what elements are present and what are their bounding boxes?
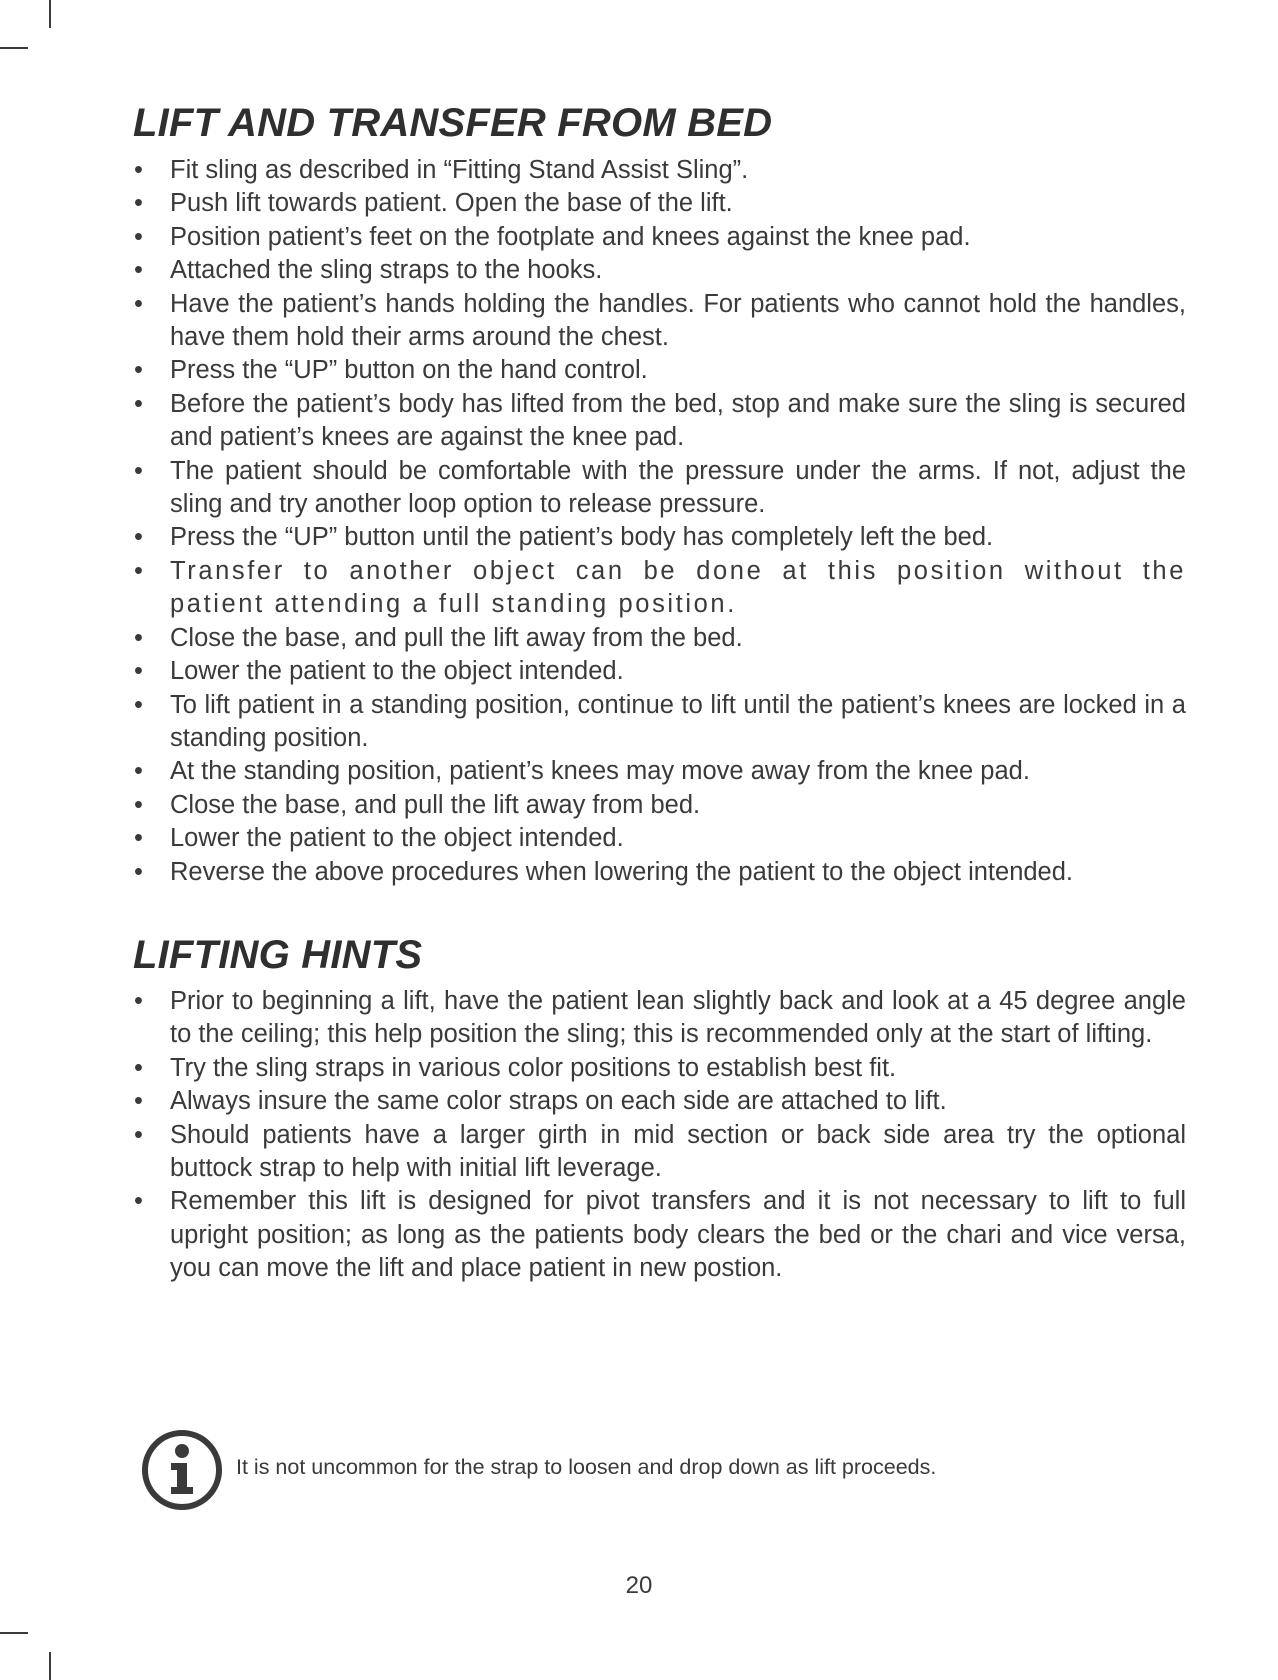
list-item: • Press the “UP” button until the patient’s body has completely left the bed. (133, 521, 1186, 554)
bullet-list (133, 154, 1186, 889)
list-item: • The patient should be comfortable with the pressure under the arms. If not, adjust the sling and try another loop option to release pressure. (133, 455, 1186, 522)
list-item: • Prior to beginning a lift, have the patient lean slightly back and look at a 45 degree angle to the ceiling; this help position the sling; this is recommended only at the start of lifting. (133, 985, 1186, 1052)
list-item: • Transfer to another object can be done at this position without the patient attending a full standing position. (133, 555, 1186, 622)
section-lifting-hints (133, 931, 1186, 1286)
info-note (140, 1428, 1140, 1512)
crop-mark-bottom-left-horizontal (0, 1632, 28, 1634)
bullet-list (133, 985, 1186, 1286)
crop-mark-top-left-horizontal (0, 47, 28, 49)
crop-mark-bottom-left-vertical (49, 1652, 51, 1680)
list-item: • Lower the patient to the object intended. (133, 822, 1186, 855)
list-item: • Before the patient’s body has lifted from the bed, stop and make sure the sling is secured and patient’s knees are against the knee pad. (133, 388, 1186, 455)
list-item: • Push lift towards patient. Open the base of the lift. (133, 187, 1186, 220)
section-title: LIFT AND TRANSFER FROM BED (133, 101, 773, 145)
list-item: • Should patients have a larger girth in mid section or back side area try the optional buttock strap to help with initial lift leverage. (133, 1119, 1186, 1186)
list-item: • To lift patient in a standing position, continue to lift until the patient’s knees are locked in a standing position. (133, 689, 1186, 756)
note-text: It is not uncommon for the strap to loosen and drop down as lift proceeds. (236, 1455, 937, 1479)
list-item: • Attached the sling straps to the hooks. (133, 254, 1186, 287)
info-icon (140, 1428, 224, 1512)
list-item: • At the standing position, patient’s knees may move away from the knee pad. (133, 755, 1186, 788)
page-number: 20 (625, 1572, 653, 1599)
list-item: • Try the sling straps in various color positions to establish best fit. (133, 1052, 1186, 1085)
section-title: LIFTING HINTS (133, 933, 423, 977)
list-item: • Close the base, and pull the lift away from the bed. (133, 622, 1186, 655)
list-item: • Lower the patient to the object intended. (133, 655, 1186, 688)
crop-mark-top-left-vertical (49, 0, 51, 28)
list-item: • Reverse the above procedures when lowering the patient to the object intended. (133, 856, 1186, 889)
list-item: • Position patient’s feet on the footplate and knees against the knee pad. (133, 221, 1186, 254)
list-item: • Remember this lift is designed for pivot transfers and it is not necessary to lift to full upright position; as long as the patients body clears the bed or the chari and vice versa, you can move the lift and place patient in new postion. (133, 1185, 1186, 1285)
list-item: • Fit sling as described in “Fitting Stand Assist Sling”. (133, 154, 1186, 187)
list-item: • Close the base, and pull the lift away from bed. (133, 789, 1186, 822)
list-item: • Always insure the same color straps on each side are attached to lift. (133, 1085, 1186, 1118)
list-item: • Press the “UP” button on the hand control. (133, 354, 1186, 387)
list-item: • Have the patient’s hands holding the handles. For patients who cannot hold the handles, have them hold their arms around the chest. (133, 288, 1186, 355)
section-lift-and-transfer (133, 99, 1186, 889)
